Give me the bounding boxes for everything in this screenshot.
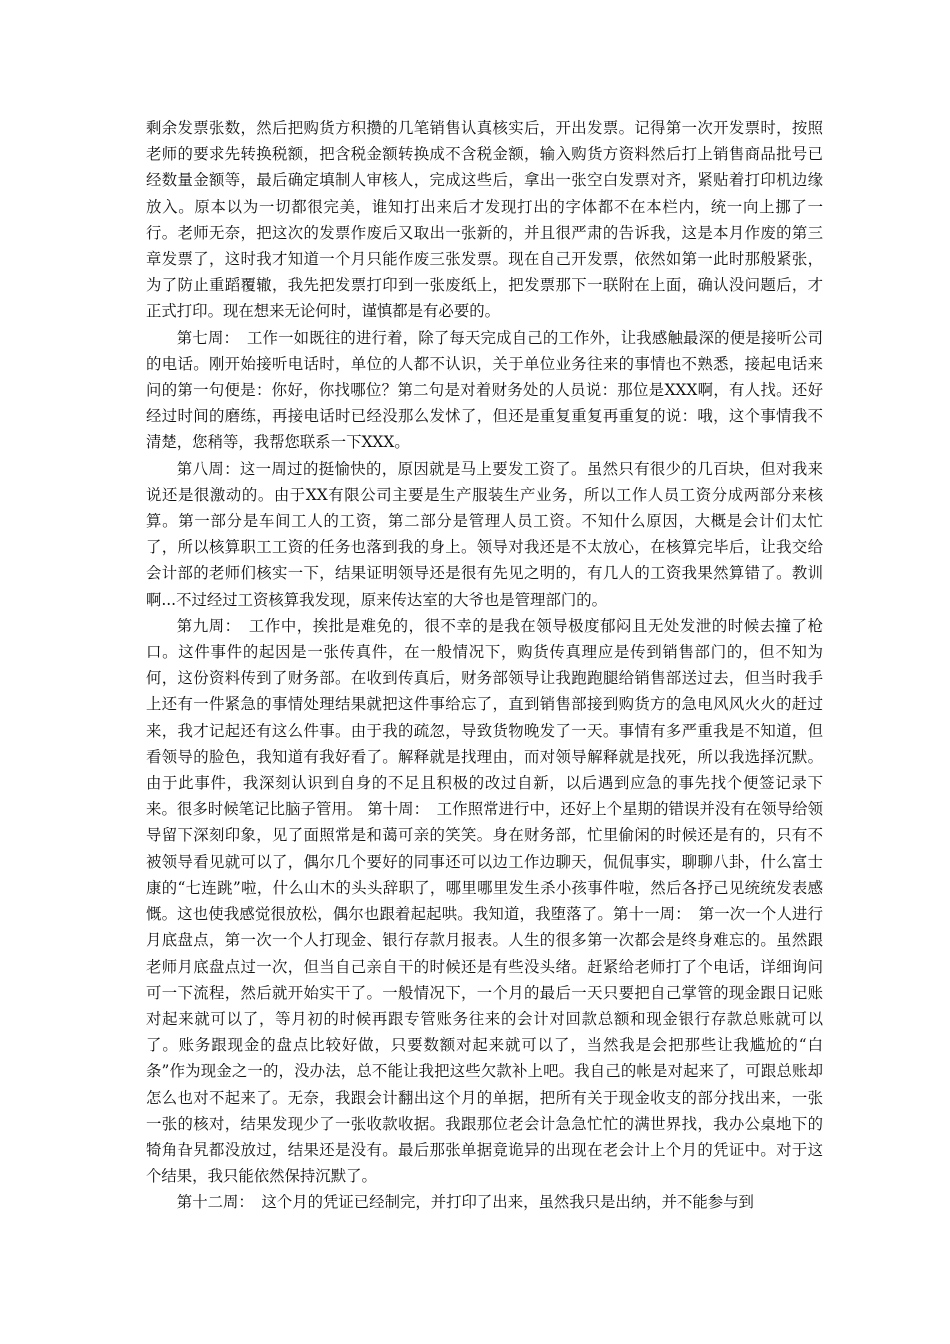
paragraph-invoice: 剩余发票张数，然后把购货方积攒的几笔销售认真核实后，开出发票。记得第一次开发票时，按照老师的要求先转换税额，把含税金额转换成不含税金额，输入购货方资料然后打上销售商品批号已经数量金额等，最后确定填制人审核人，完成这些后，拿出一张空白发票对齐，紧贴着打印机边缘放入。原本以为一切都很完美，谁知打出来后才发现打出的字体都不在本栏内，统一向上挪了一行。老师无奈，把这次的发票作废后又取出一张新的，并且很严肃的告诉我，这是本月作废的第三章发票了，这时我才知道一个月只能作废三张发票。现在自己开发票，依然如第一此时那般紧张，为了防止重蹈覆辙，我先把发票打印到一张废纸上，把发票那下一联附在上面，确认没问题后，才正式打印。现在想来无论何时，谨慎都是有必要的。 — [146, 119, 823, 321]
paragraph-week-9-11: 第九周： 工作中，挨批是难免的，很不幸的是我在领导极度郁闷且无处发泄的时候去撞了枪口。这件事件的起因是一张传真件，在一般情况下，购货传真理应是传到销售部门的，但不知为何，这份资料传到了财务部。在收到传真后，财务部领导让我跑跑腿给销售部送过去，但当时我手上还有一件紧急的事情处理结果就把这件事给忘了，直到销售部接到购货方的急电风风火火的赶过来，我才记起还有这么件事。由于我的疏忽，导致货物晚发了一天。事情有多严重我是不知道，但看领导的脸色，我知道有我好看了。解释就是找理由，而对领导解释就是找死，所以我选择沉默。由于此事件，我深刻认识到自身的不足且积极的改过自新，以后遇到应急的事先找个便签记录下来。很多时候笔记比脑子管用。 第十周： 工作照常进行中，还好上个星期的错误并没有在领导给领导留下深刻印象，见了面照常是和蔼可亲的笑笑。身在财务部，忙里偷闲的时候还是有的，只有不被领导看见就可以了，偶尔几个要好的同事还可以边工作边聊天，侃侃事实，聊聊八卦，什么富士康的“七连跳”啦，什么山木的头头辞职了，哪里哪里发生杀小孩事件啦，然后各抒己见统统发表感慨。这也使我感觉很放松，偶尔也跟着起起哄。我知道，我堕落了。第十一周： 第一次一个人进行月底盘点，第一次一个人打现金、银行存款月报表。人生的很多第一次都会是终身难忘的。虽然跟老师月底盘点过一次，但当自己亲自干的时候还是有些没头绪。赶紧给老师打了个电话，详细询问可一下流程，然后就开始实干了。一般情况下，一个月的最后一天只要把自己掌管的现金跟日记账对起来就可以了，等月初的时候再跟专管账务往来的会计对回款总额和现金银行存款总账就可以了。账务跟现金的盘点比较好做，只要数额对起来就可以了，当然我是会把那些让我尴尬的“白条”作为现金之一的，没办法，总不能让我把这些欠款补上吧。我自己的帐是对起来了，可跟总账却怎么也对不起来了。无奈，我跟会计翻出这个月的单据，把所有关于现金收支的部分找出来，一张一张的核对，结果发现少了一张收款收据。我跟那位老会计急急忙忙的满世界找，我办公桌地下的犄角旮旯都没放过，结果还是没有。最后那张单据竟诡异的出现在老会计上个月的凭证中。对于这个结果，我只能依然保持沉默了。 — [146, 616, 823, 1186]
paragraph-week-8: 第八周：这一周过的挺愉快的，原因就是马上要发工资了。虽然只有很少的几百块，但对我来说还是很激动的。由于XX有限公司主要是生产服装生产业务，所以工作人员工资分成两部分来核算。第一部分是车间工人的工资，第二部分是管理人员工资。不知什么原因，大概是会计们太忙了，所以核算职工工资的任务也落到我的身上。领导对我还是不太放心，在核算完毕后，让我交给会计部的老师们核实一下，结果证明领导还是很有先见之明的，有几人的工资我果然算错了。教训啊...不过经过工资核算我发现，原来传达室的大爷也是管理部门的。 — [146, 459, 823, 609]
document-body — [146, 115, 823, 1216]
paragraph-week-12: 第十二周： 这个月的凭证已经制完，并打印了出来，虽然我只是出纳，并不能参与到 — [176, 1193, 754, 1212]
paragraph-week-7: 第七周： 工作一如既往的进行着，除了每天完成自己的工作外，让我感触最深的便是接听公司的电话。刚开始接听电话时，单位的人都不认识，关于单位业务往来的事情也不熟悉，接起电话来问的第一句便是：你好，你找哪位？第二句是对着财务处的人员说：那位是XXX啊，有人找。还好经过时间的磨练，再接电话时已经没那么发怵了，但还是重复重复再重复的说：哦，这个事情我不清楚，您稍等，我帮您联系一下XXX。 — [146, 328, 823, 452]
